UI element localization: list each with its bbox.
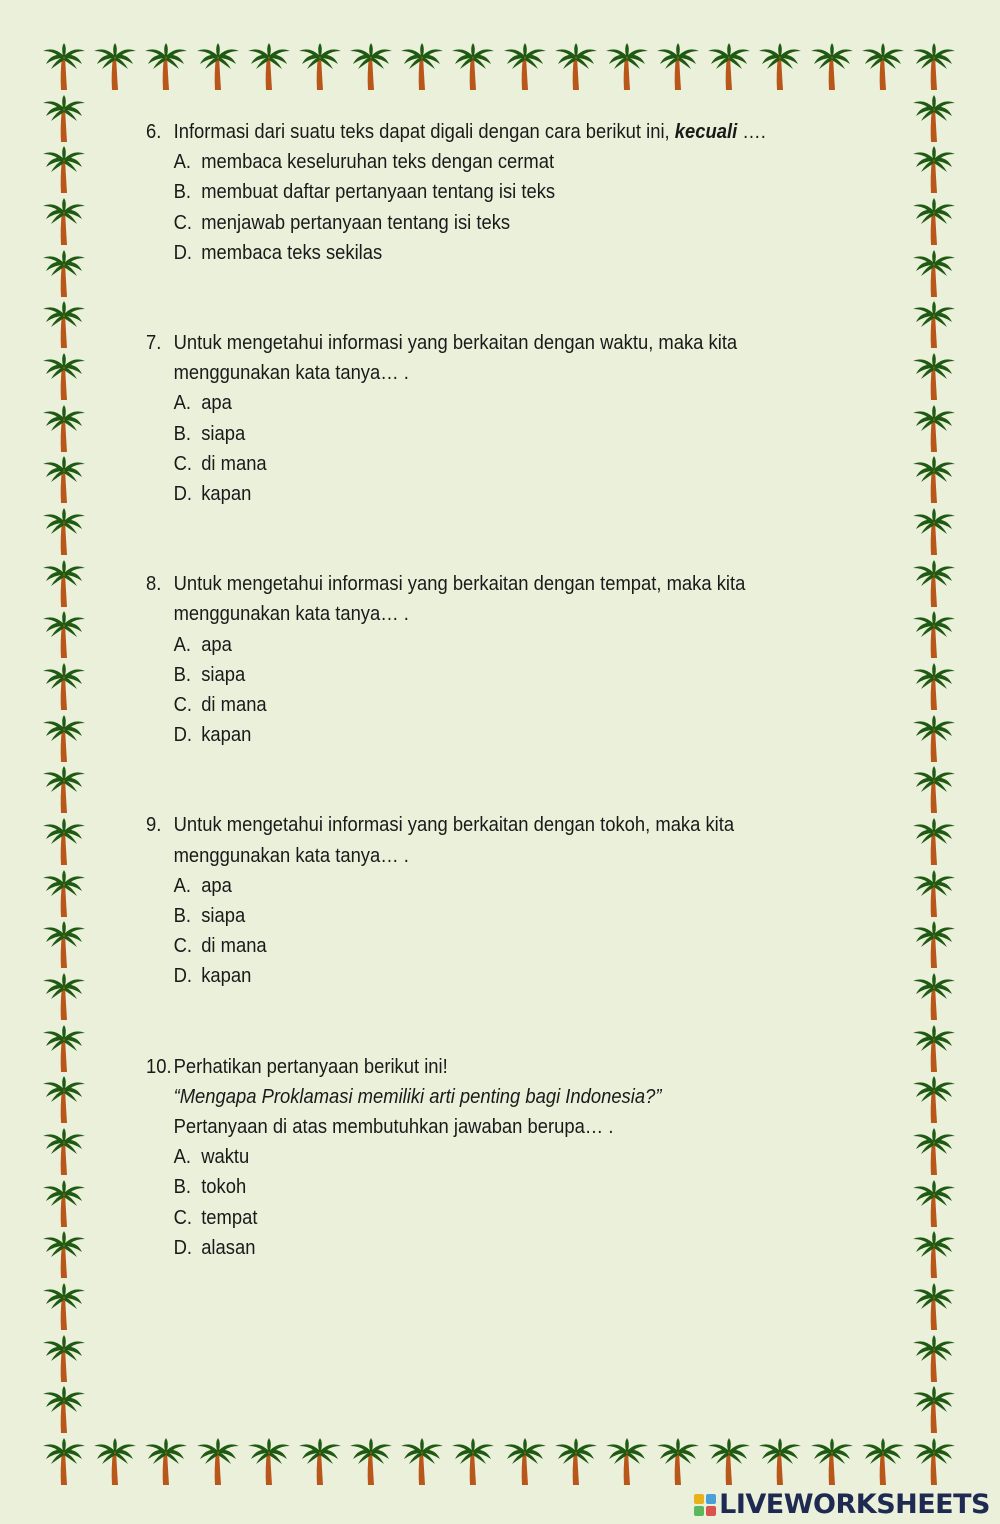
question-text-continued: Pertanyaan di atas membutuhkan jawaban berupa… . bbox=[173, 1116, 614, 1139]
palm-tree-icon bbox=[912, 1127, 956, 1177]
answer-option[interactable]: A. membaca keseluruhan teks dengan cermat bbox=[173, 151, 555, 174]
palm-tree-icon bbox=[605, 42, 649, 92]
palm-tree-icon bbox=[93, 1437, 137, 1487]
palm-tree-icon bbox=[42, 42, 86, 92]
palm-tree-icon bbox=[912, 1385, 956, 1435]
palm-tree-icon bbox=[349, 42, 393, 92]
palm-tree-icon bbox=[861, 42, 905, 92]
palm-tree-icon bbox=[42, 817, 86, 867]
question-8 bbox=[146, 569, 827, 750]
liveworksheets-logo-icon bbox=[694, 1494, 716, 1516]
question-text: Perhatikan pertanyaan berikut ini! bbox=[173, 1055, 448, 1078]
palm-tree-icon bbox=[912, 145, 956, 195]
answer-option[interactable]: C. di mana bbox=[173, 935, 267, 958]
answer-option[interactable]: A. apa bbox=[173, 392, 232, 415]
palm-tree-icon bbox=[93, 42, 137, 92]
question-6 bbox=[146, 117, 827, 268]
palm-tree-icon bbox=[912, 817, 956, 867]
question-number: 10. bbox=[146, 1055, 172, 1078]
question-list bbox=[146, 117, 827, 1323]
question-text: Untuk mengetahui informasi yang berkaitan dengan waktu, maka kita menggunakan kata tanya… . bbox=[173, 332, 738, 385]
palm-tree-icon bbox=[912, 1230, 956, 1280]
palm-tree-icon bbox=[42, 94, 86, 144]
question-10 bbox=[146, 1052, 827, 1263]
palm-tree-icon bbox=[298, 42, 342, 92]
answer-option[interactable]: C. menjawab pertanyaan tentang isi teks bbox=[173, 211, 511, 234]
palm-tree-icon bbox=[503, 1437, 547, 1487]
palm-tree-icon bbox=[912, 455, 956, 505]
question-number: 6. bbox=[146, 121, 162, 143]
answer-options bbox=[174, 388, 827, 509]
palm-tree-icon bbox=[42, 714, 86, 764]
palm-tree-icon bbox=[810, 42, 854, 92]
palm-tree-icon bbox=[42, 920, 86, 970]
palm-tree-icon bbox=[912, 1179, 956, 1229]
palm-tree-icon bbox=[707, 42, 751, 92]
palm-tree-icon bbox=[42, 662, 86, 712]
palm-tree-icon bbox=[42, 1179, 86, 1229]
palm-tree-icon bbox=[247, 1437, 291, 1487]
palm-tree-icon bbox=[912, 94, 956, 144]
answer-option[interactable]: C. di mana bbox=[173, 452, 267, 475]
palm-tree-icon bbox=[42, 507, 86, 557]
palm-tree-icon bbox=[912, 1282, 956, 1332]
palm-tree-icon bbox=[605, 1437, 649, 1487]
palm-tree-icon bbox=[912, 249, 956, 299]
answer-options bbox=[174, 630, 827, 751]
palm-tree-icon bbox=[42, 1437, 86, 1487]
answer-option[interactable]: D. kapan bbox=[173, 724, 252, 747]
logo-text: LIVEWORKSHEETS bbox=[719, 1489, 990, 1520]
palm-tree-icon bbox=[912, 1024, 956, 1074]
answer-option[interactable]: A. waktu bbox=[173, 1146, 250, 1169]
palm-tree-icon bbox=[707, 1437, 751, 1487]
palm-tree-icon bbox=[42, 972, 86, 1022]
palm-tree-icon bbox=[912, 1437, 956, 1487]
palm-tree-icon bbox=[758, 1437, 802, 1487]
answer-option[interactable]: B. siapa bbox=[173, 905, 246, 928]
palm-tree-icon bbox=[912, 507, 956, 557]
palm-tree-icon bbox=[42, 1334, 86, 1384]
palm-tree-icon bbox=[42, 404, 86, 454]
palm-tree-icon bbox=[42, 352, 86, 402]
palm-tree-icon bbox=[42, 1230, 86, 1280]
palm-tree-icon bbox=[196, 42, 240, 92]
palm-tree-icon bbox=[42, 1127, 86, 1177]
palm-tree-icon bbox=[912, 869, 956, 919]
palm-tree-icon bbox=[912, 352, 956, 402]
question-9 bbox=[146, 810, 827, 991]
answer-option[interactable]: B. siapa bbox=[173, 422, 246, 445]
answer-option[interactable]: B. tokoh bbox=[173, 1176, 247, 1199]
palm-tree-icon bbox=[861, 1437, 905, 1487]
liveworksheets-logo[interactable] bbox=[694, 1489, 990, 1520]
question-number: 7. bbox=[146, 332, 162, 355]
palm-tree-icon bbox=[912, 1075, 956, 1125]
palm-tree-icon bbox=[42, 1282, 86, 1332]
palm-tree-icon bbox=[400, 1437, 444, 1487]
palm-tree-icon bbox=[912, 42, 956, 92]
palm-tree-icon bbox=[42, 145, 86, 195]
palm-tree-icon bbox=[451, 1437, 495, 1487]
answer-option[interactable]: C. di mana bbox=[173, 694, 267, 717]
question-text: Informasi dari suatu teks dapat digali dengan cara berikut ini, kecuali …. bbox=[173, 121, 766, 143]
palm-tree-icon bbox=[912, 920, 956, 970]
palm-tree-icon bbox=[144, 42, 188, 92]
answer-option[interactable]: B. siapa bbox=[173, 663, 246, 686]
palm-tree-icon bbox=[912, 972, 956, 1022]
palm-tree-icon bbox=[912, 1334, 956, 1384]
question-7 bbox=[146, 328, 827, 509]
palm-tree-icon bbox=[298, 1437, 342, 1487]
palm-tree-icon bbox=[758, 42, 802, 92]
question-emphasis: kecuali bbox=[674, 121, 738, 143]
answer-option[interactable]: D. kapan bbox=[173, 483, 252, 506]
palm-tree-icon bbox=[144, 1437, 188, 1487]
palm-tree-icon bbox=[42, 1385, 86, 1435]
palm-tree-icon bbox=[42, 869, 86, 919]
answer-options bbox=[174, 1142, 827, 1263]
answer-option[interactable]: A. apa bbox=[173, 874, 232, 897]
answer-option[interactable]: D. alasan bbox=[173, 1236, 256, 1259]
palm-tree-icon bbox=[912, 404, 956, 454]
palm-tree-icon bbox=[42, 559, 86, 609]
answer-option[interactable]: D. kapan bbox=[173, 965, 252, 988]
question-quote: “Mengapa Proklamasi memiliki arti penting bagi Indonesia?” bbox=[173, 1085, 662, 1108]
palm-tree-icon bbox=[912, 714, 956, 764]
answer-options bbox=[174, 147, 827, 268]
palm-tree-icon bbox=[349, 1437, 393, 1487]
palm-tree-icon bbox=[912, 300, 956, 350]
answer-option[interactable]: C. tempat bbox=[173, 1206, 258, 1229]
palm-tree-icon bbox=[912, 765, 956, 815]
palm-tree-icon bbox=[247, 42, 291, 92]
palm-tree-icon bbox=[42, 610, 86, 660]
palm-tree-icon bbox=[42, 249, 86, 299]
palm-tree-icon bbox=[451, 42, 495, 92]
question-number: 8. bbox=[146, 573, 162, 596]
palm-tree-icon bbox=[554, 1437, 598, 1487]
palm-tree-icon bbox=[912, 559, 956, 609]
palm-tree-icon bbox=[554, 42, 598, 92]
answer-option[interactable]: D. membaca teks sekilas bbox=[173, 241, 383, 264]
answer-option[interactable]: B. membuat daftar pertanyaan tentang isi teks bbox=[173, 181, 556, 204]
palm-tree-icon bbox=[42, 1075, 86, 1125]
palm-tree-icon bbox=[503, 42, 547, 92]
question-number: 9. bbox=[146, 814, 162, 837]
palm-tree-icon bbox=[42, 300, 86, 350]
palm-tree-icon bbox=[912, 197, 956, 247]
palm-tree-icon bbox=[196, 1437, 240, 1487]
palm-tree-icon bbox=[656, 1437, 700, 1487]
question-text: Untuk mengetahui informasi yang berkaitan dengan tempat, maka kita menggunakan kata tanya… . bbox=[173, 573, 746, 626]
palm-tree-icon bbox=[656, 42, 700, 92]
answer-options bbox=[174, 871, 827, 992]
palm-tree-icon bbox=[42, 1024, 86, 1074]
answer-option[interactable]: A. apa bbox=[173, 633, 232, 656]
palm-tree-icon bbox=[42, 197, 86, 247]
palm-tree-icon bbox=[42, 455, 86, 505]
palm-tree-icon bbox=[912, 610, 956, 660]
palm-tree-icon bbox=[912, 662, 956, 712]
palm-tree-icon bbox=[810, 1437, 854, 1487]
palm-tree-icon bbox=[42, 765, 86, 815]
question-text: Untuk mengetahui informasi yang berkaitan dengan tokoh, maka kita menggunakan kata tanya… . bbox=[173, 814, 735, 867]
palm-tree-icon bbox=[400, 42, 444, 92]
